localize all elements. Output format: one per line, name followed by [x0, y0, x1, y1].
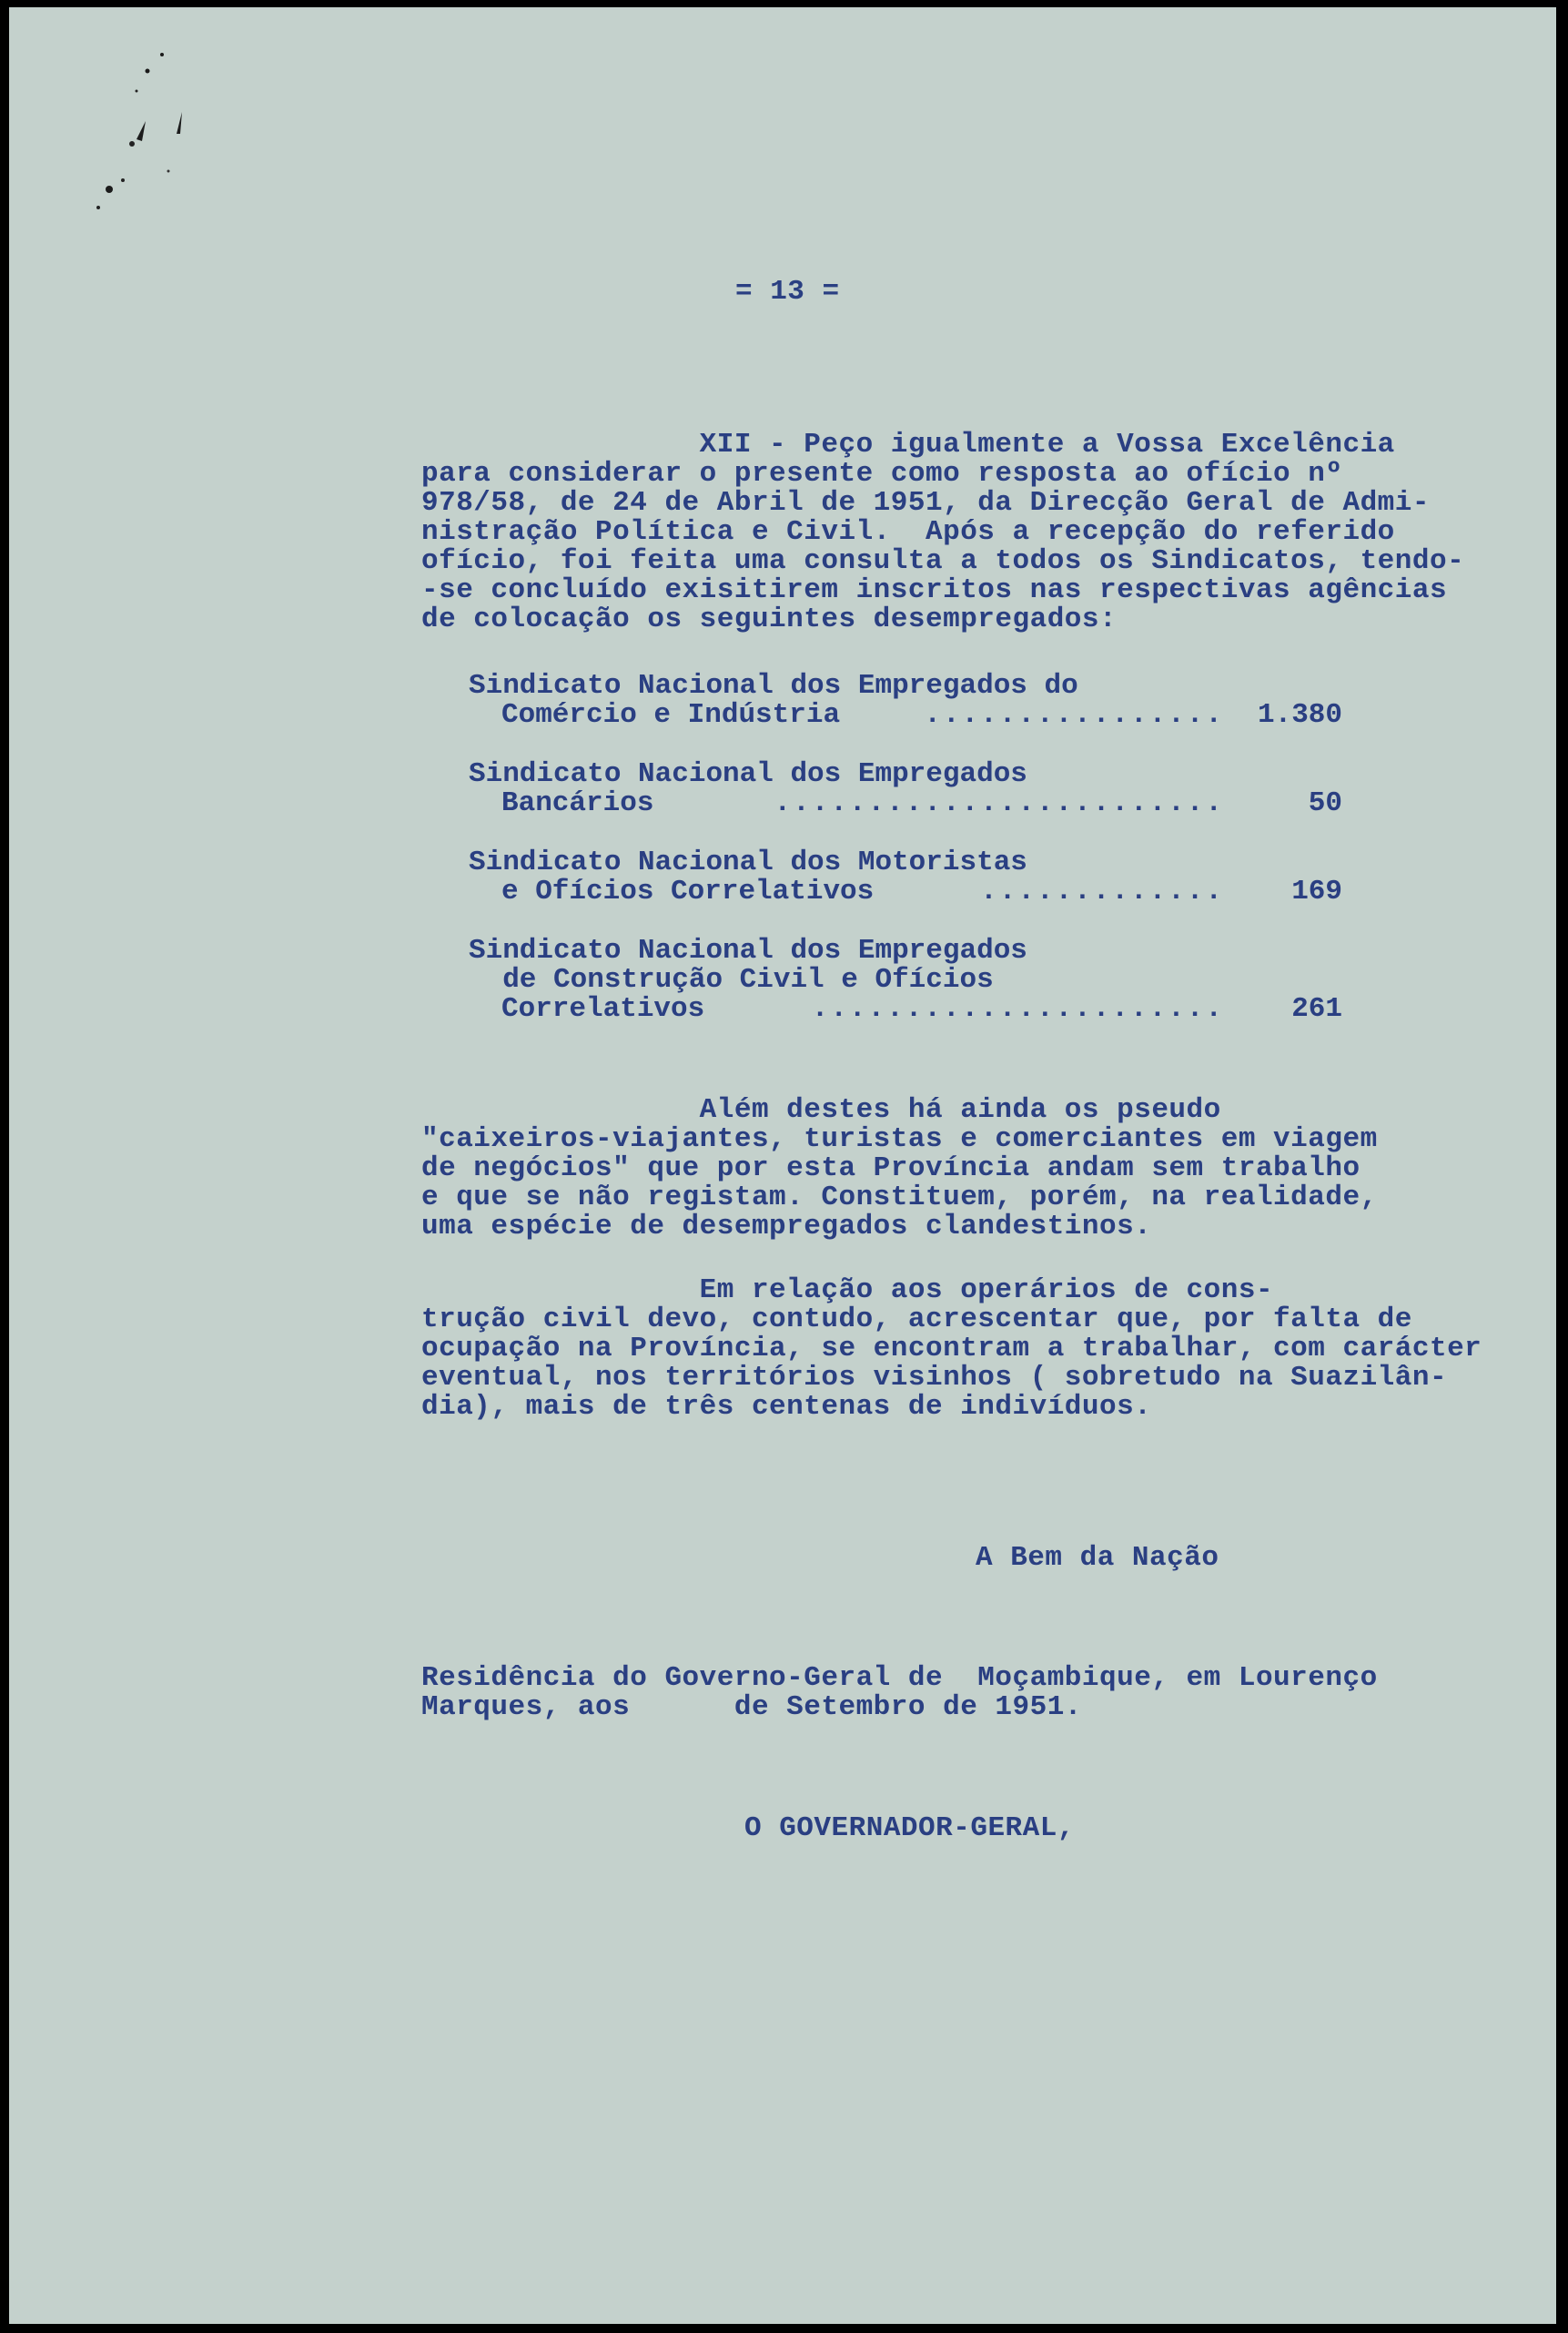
paragraph-request: XII - Peço igualmente a Vossa Excelência para considerar o presente como resposta ao ofício nº 978/58, de 24 de Abril de 1951, da Direcção Geral de Admi- nistração Política e Civil. Após a recepção do referido ofício, foi feita uma consulta a todos os Sindicatos, tendo- -se concluído exisitirem inscritos nas respectivas agências de colocação os seguintes desempregados:: [421, 429, 1465, 635]
union-name: Sindicato Nacional dos Empregados do: [469, 670, 1078, 702]
place-and-date: Residência do Governo-Geral de Moçambique, em Lourenço Marques, aos de Setembro de 1951.: [421, 1662, 1378, 1723]
signature-title: O GOVERNADOR-GERAL,: [744, 1812, 1075, 1844]
list-item: [469, 760, 1361, 818]
union-name-continued: Bancários: [501, 787, 654, 819]
dot-leader: .............: [980, 876, 1224, 908]
unemployed-count: 169: [1291, 876, 1342, 908]
page-number: = 13 =: [735, 276, 840, 308]
list-item: [469, 672, 1361, 730]
paragraph-informal-unemployed: Além destes há ainda os pseudo "caixeiros-viajantes, turistas e comerciantes em viagem de negócios" que por esta Província andam sem trabalho e que se não registam. Constituem, porém, na realidade, uma espécie de desempregados clandestinos.: [421, 1094, 1378, 1243]
unemployed-list: [469, 672, 1361, 1054]
union-name-continued: Comércio e Indústria: [501, 699, 841, 731]
document-page: [9, 7, 1556, 2324]
union-name: Sindicato Nacional dos Motoristas: [469, 847, 1027, 878]
unemployed-count: 261: [1291, 993, 1342, 1025]
unemployed-count: 50: [1308, 787, 1342, 819]
union-name: Sindicato Nacional dos Empregados de Construção Civil e Ofícios: [469, 935, 1027, 996]
paragraph-construction-workers: Em relação aos operários de cons- trução civil devo, contudo, acrescentar que, por falta de ocupação na Província, se encontram a trabalhar, com carácter eventual, nos territórios visinhos ( sobretudo na Suazilân- dia), mais de três centenas de indivíduos.: [421, 1274, 1482, 1423]
ink-specks: [82, 35, 209, 226]
union-name: Sindicato Nacional dos Empregados: [469, 758, 1027, 790]
list-item: [469, 937, 1361, 1024]
union-name-continued: e Ofícios Correlativos: [501, 876, 875, 908]
dot-leader: ................: [924, 699, 1224, 731]
list-item: [469, 848, 1361, 907]
dot-leader: ......................: [811, 993, 1224, 1025]
closing-salutation: A Bem da Nação: [976, 1542, 1219, 1574]
union-name-continued: Correlativos: [501, 993, 705, 1025]
dot-leader: ........................: [774, 787, 1224, 819]
unemployed-count: 1.380: [1257, 699, 1342, 731]
